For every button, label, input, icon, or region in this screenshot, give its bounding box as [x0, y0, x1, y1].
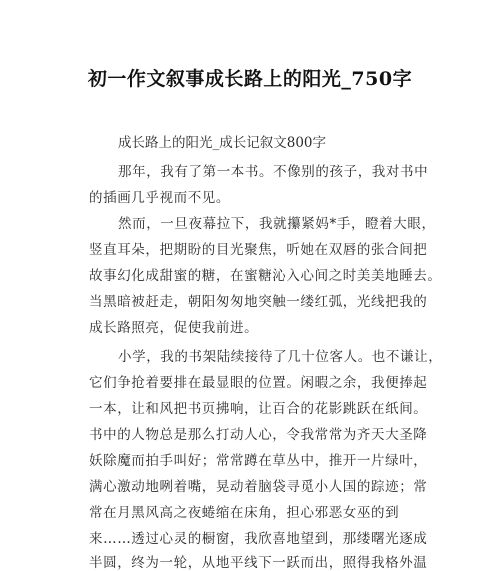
body-line: 满心激动地咧着嘴，晃动着脑袋寻觅小人国的踪迹；常 [89, 479, 428, 495]
body-line: 它们争抢着要排在最显眼的位置。闲暇之余，我便捧起 [89, 375, 428, 391]
body-line: 一本，让和风把书页拂响，让百合的花影跳跃在纸间。 [89, 401, 428, 417]
document-subtitle: 成长路上的阳光_成长记叙文800字 [118, 135, 327, 151]
body-line: 书中的人物总是那么打动人心，令我常常为齐天大圣降 [89, 427, 428, 443]
body-line: 半圆，终为一轮，从地平线下一跃而出，照得我格外温 [89, 555, 428, 571]
body-line: 成长路照亮，促使我前进。 [89, 320, 259, 336]
body-line: 故事幻化成甜蜜的糖，在蜜糖沁入心间之时美美地睡去。 [89, 268, 442, 284]
body-line: 小学，我的书架陆续接待了几十位客人。也不谦让， [118, 349, 443, 365]
body-line: 的插画几乎视而不见。 [89, 190, 230, 206]
document-title: 初一作文叙事成长路上的阳光_750字 [87, 68, 413, 90]
body-line: 妖除魔而拍手叫好；常常蹲在草丛中，推开一片绿叶， [89, 453, 428, 469]
body-line: 当黑暗被赶走，朝阳匆匆地突触一缕红弧，光线把我的 [89, 294, 428, 310]
body-line: 竖直耳朵，把期盼的目光聚焦，听她在双唇的张合间把 [89, 242, 428, 258]
body-line: 那年，我有了第一本书。不像别的孩子，我对书中 [118, 164, 429, 180]
body-line: 常在月黑风高之夜蜷缩在床角，担心邪恶女巫的到 [89, 505, 400, 521]
body-line: 来……透过心灵的橱窗，我欣喜地望到，那缕曙光逐成 [89, 531, 428, 547]
body-line: 然而，一旦夜幕拉下，我就攥紧妈*手，瞪着大眼， [118, 216, 436, 232]
